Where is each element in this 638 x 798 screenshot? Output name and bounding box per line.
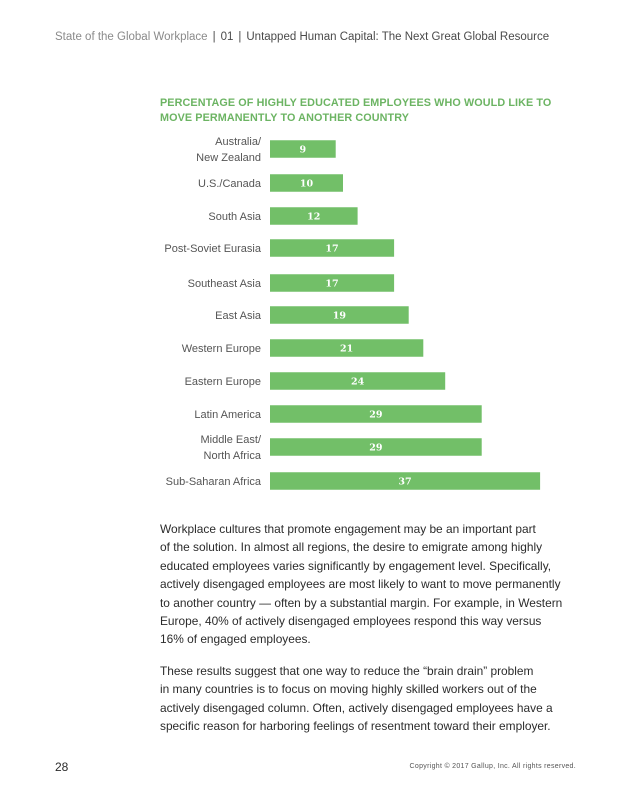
bar-value-label: 37 — [398, 476, 412, 488]
bar-value-label: 29 — [369, 442, 383, 454]
paragraph-line: These results suggest that one way to reduce the “brain drain” problem — [160, 664, 534, 678]
category-label: Southeast Asia — [187, 278, 261, 290]
page-number: 28 — [55, 760, 69, 774]
paragraph-line: of the solution. In almost all regions, the desire to emigrate among highly — [160, 540, 543, 555]
bar-value-label: 12 — [307, 211, 321, 223]
bar-value-label: 21 — [340, 343, 354, 355]
category-label: Latin America — [194, 409, 261, 421]
section-number: 01 — [220, 31, 234, 43]
report-series: State of the Global Workplace — [55, 31, 208, 43]
paragraph-line: 16% of engaged employees. — [160, 632, 311, 647]
category-label: North Africa — [203, 450, 261, 462]
chart-title: PERCENTAGE OF HIGHLY EDUCATED EMPLOYEES WHO WOULD LIKE TO MOVE PERMANENTLY TO ANOTHER COUNTRY — [160, 97, 552, 124]
paragraph-1 — [160, 520, 563, 649]
header-separator: | — [238, 31, 242, 43]
paragraph-2 — [160, 662, 560, 736]
category-label: U.S./Canada — [198, 178, 261, 190]
category-label: Middle East/ — [200, 434, 261, 446]
bar-value-label: 29 — [369, 409, 383, 421]
category-label: Eastern Europe — [184, 376, 261, 388]
bar-value-label: 9 — [299, 144, 307, 156]
bar-value-label: 17 — [325, 278, 339, 290]
category-label: East Asia — [215, 310, 261, 322]
category-label: Western Europe — [181, 343, 261, 355]
bar-value-label: 19 — [332, 310, 346, 322]
category-label: New Zealand — [196, 152, 261, 164]
section-title: Untapped Human Capital: The Next Great Global Resource — [246, 31, 550, 43]
paragraph-line: actively disengaged column. Often, actively disengaged employees have a — [160, 700, 553, 715]
bar-value-label: 24 — [350, 376, 365, 388]
paragraph-line: actively disengaged employees are most likely to want to move permanently — [160, 577, 561, 592]
paragraph-line: in many countries is to focus on moving highly skilled workers out of the — [160, 682, 537, 697]
category-label: Sub-Saharan Africa — [165, 476, 261, 488]
category-label: South Asia — [208, 211, 261, 223]
bar-value-label: 17 — [325, 243, 339, 255]
category-label: Post-Soviet Eurasia — [164, 243, 261, 255]
header-separator: | — [212, 31, 216, 43]
paragraph-line: Workplace cultures that promote engagement may be an important part — [160, 522, 536, 536]
paragraph-line: specific reason for harboring feelings of resentment toward their employer. — [160, 719, 551, 734]
category-label: Australia/ — [215, 136, 261, 148]
bar-value-label: 10 — [299, 178, 314, 190]
copyright-notice: Copyright © 2017 Gallup, Inc. All rights reserved. — [409, 763, 576, 770]
paragraph-line: educated employees varies significantly by engagement level. Specifically, — [160, 558, 552, 573]
paragraph-line: Europe, 40% of actively disengaged employees respond this way versus — [160, 614, 542, 629]
paragraph-line: to another country — often by a substantial margin. For example, in Western — [160, 595, 563, 610]
